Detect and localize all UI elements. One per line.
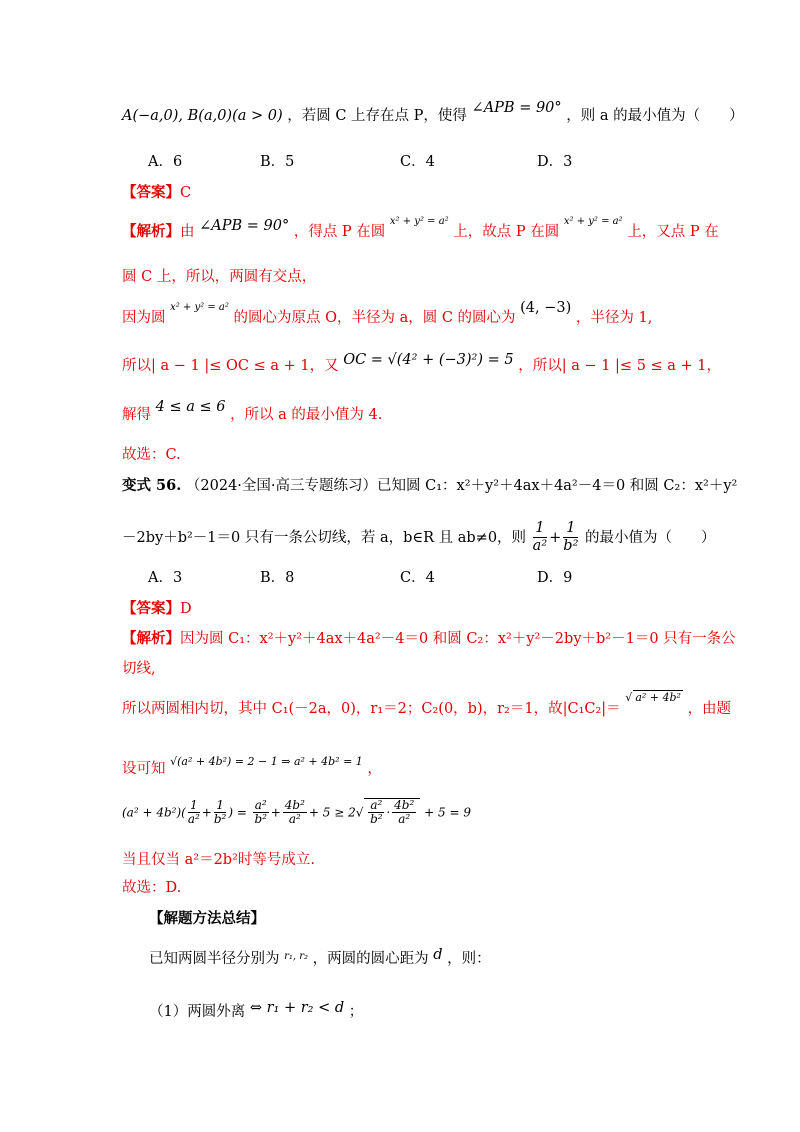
- text: ，由题: [687, 701, 732, 717]
- q55-analysis-line5: [122, 399, 383, 424]
- q55-answer: [122, 181, 191, 202]
- q56-option-b: B．8: [260, 570, 295, 586]
- answer-value: C: [180, 185, 192, 201]
- circle-equation: x² + y² = a²: [389, 216, 449, 227]
- q56-option-c: C．4: [400, 570, 435, 586]
- fraction-1-over-b2: $\frac{1}{\text{b²}}$: [563, 520, 579, 554]
- text: ，所以| a − 1 |≤ 5 ≤ a + 1，: [518, 358, 722, 374]
- text: 上，又点 P 在: [627, 224, 719, 240]
- q56-answer: [122, 597, 192, 618]
- q56-analysis-line4: [122, 757, 382, 778]
- q55-given-points: A(−a,0), B(a,0)(a > 0): [122, 108, 283, 124]
- q56-stem-line1: [122, 474, 737, 495]
- q56-conclusion: 故选：D.: [122, 880, 182, 896]
- summary-title: 【解题方法总结】: [149, 910, 265, 927]
- analysis-tag: 【解析】: [122, 223, 180, 240]
- q55-stem-text2: ，则 a 的最小值为（ ）: [566, 108, 744, 124]
- center-coords: (4, −3): [520, 300, 572, 316]
- q55-stem: [122, 100, 744, 125]
- text: 所以两圆相内切，其中 C₁(－2a，0)，r₁＝2；C₂(0，b)，r₂＝1，故|C₁C₂|＝: [122, 701, 621, 717]
- text: 的最小值为（ ）: [585, 529, 716, 546]
- circle-equation: x² + y² = a²: [563, 216, 623, 227]
- text: 设可知: [122, 761, 166, 777]
- condition-formula: √(a² + 4b²) = 2 − 1 ⇒ a² + 4b² = 1: [170, 755, 363, 768]
- text: ，所以 a 的最小值为 4.: [230, 407, 383, 423]
- q55-analysis-line2: 圆 C 上，所以，两圆有交点，: [122, 269, 317, 285]
- q55-analysis-line3: [122, 300, 653, 327]
- summary-line1: [149, 947, 491, 968]
- q55-conclusion: 故选：C.: [122, 447, 181, 463]
- q55-option-d: D．3: [537, 154, 573, 170]
- text: 上，故点 P 在圆: [453, 224, 560, 240]
- distance-formula: √ a² + 4b²: [625, 691, 681, 704]
- text: ，得点 P 在圆: [293, 224, 386, 240]
- q56-analysis-line3: [122, 691, 732, 718]
- text: （1）两圆外离: [149, 1004, 246, 1020]
- radii-symbols: r₁, r₂: [284, 951, 309, 962]
- q55-option-a: A．6: [148, 154, 183, 170]
- text: 的圆心为原点 O，半径为 a，圆 C 的圆心为: [233, 310, 516, 326]
- text: 因为圆 C₁：x²＋y²＋4ax＋4a²－4＝0 和圆 C₂：x²＋y²－2by＋b²－1＝0 只有一条公: [180, 631, 736, 647]
- answer-value: D: [180, 601, 192, 617]
- text: 由: [180, 224, 195, 240]
- q56-option-a: A．3: [148, 570, 183, 586]
- text: 解得: [122, 407, 151, 423]
- q56-inequality: (a² + 4b²)( $\frac{1}{\text{a²}}$ + $\frac{1}{\text{b²}}$ ) = $\frac{\text{a²}}{\text{b²}}$ + $\frac{\text{4b²}}{\text{a²}}$ + 5 ≥ 2√ $\frac{\text{a²}}{\text{b²}}$ · $\frac{\text{4b²}}{\text{a²}}$ + 5 = 9: [122, 798, 471, 827]
- q56-analysis-line1: [122, 627, 736, 648]
- text: ，半径为 1,: [575, 310, 653, 326]
- distance-symbol: d: [433, 947, 443, 963]
- q55-option-b: B．5: [260, 154, 295, 170]
- text: ；: [348, 1004, 364, 1020]
- q55-stem-text1: ，若圆 C 上存在点 P，使得: [287, 108, 467, 124]
- answer-tag: 【答案】: [122, 184, 180, 201]
- text: 已知两圆半径分别为: [149, 951, 280, 967]
- text: ，则：: [447, 951, 491, 967]
- text: －2by＋b²－1＝0 只有一条公切线，若 a，b∈R 且 ab≠0，则: [122, 529, 527, 546]
- q56-source: （2024·全国·高三专题练习）已知圆 C₁：x²＋y²＋4ax＋4a²－4＝0 和圆 C₂：x²＋y²: [185, 478, 738, 494]
- summary-item1: [149, 1000, 363, 1021]
- q55-analysis-line1: [122, 216, 719, 241]
- text: ，: [367, 761, 382, 777]
- q56-analysis-line2: 切线,: [122, 661, 156, 677]
- q56-option-d: D．9: [537, 570, 573, 586]
- q55-option-c: C．4: [400, 154, 435, 170]
- answer-tag: 【答案】: [122, 600, 180, 617]
- fraction-1-over-a2: $\frac{1}{\text{a²}}$: [532, 520, 548, 554]
- text: 所以| a − 1 |≤ OC ≤ a + 1，又: [122, 358, 339, 374]
- separation-condition: ⇔ r₁ + r₂ < d: [249, 1000, 345, 1016]
- q56-analysis-line6: 当且仅当 a²＝2b²时等号成立.: [122, 852, 315, 868]
- oc-formula: OC = √(4² + (−3)²) = 5: [343, 352, 514, 368]
- q55-analysis-line4: [122, 354, 721, 375]
- q55-angle: ∠APB = 90°: [471, 100, 562, 116]
- circle-equation: x² + y² = a²: [170, 302, 229, 313]
- angle-formula: ∠APB = 90°: [199, 218, 290, 234]
- text: ，两圆的圆心距为: [312, 951, 429, 967]
- analysis-tag: 【解析】: [122, 630, 180, 647]
- q56-label: 变式 56.: [122, 477, 182, 494]
- q56-stem-line2: －2by＋b²－1＝0 只有一条公切线，若 a，b∈R 且 ab≠0，则 $\frac{1}{\text{a²}}$ + $\frac{1}{\text{b²}}$ 的最小值为（ ）: [122, 520, 716, 554]
- text: 因为圆: [122, 310, 166, 326]
- range-formula: 4 ≤ a ≤ 6: [155, 399, 226, 415]
